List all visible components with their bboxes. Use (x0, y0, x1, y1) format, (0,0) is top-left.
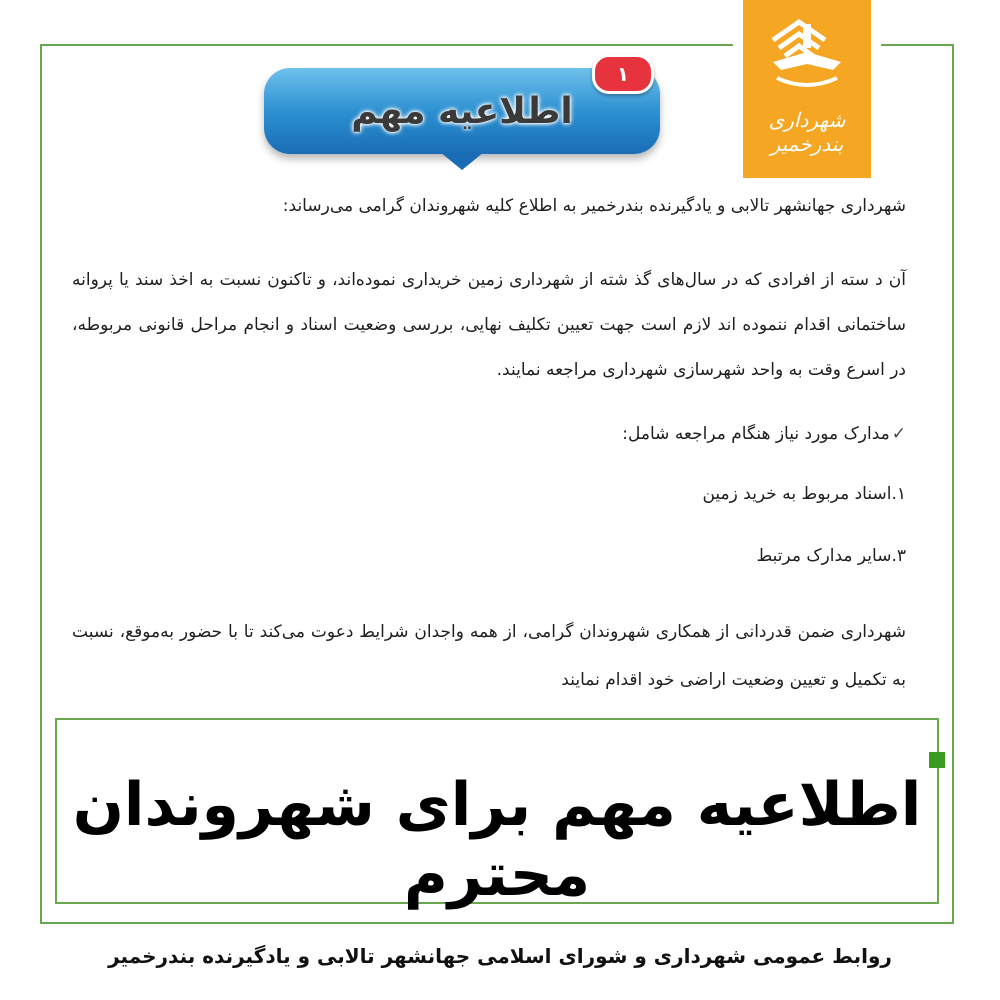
intro-paragraph: شهرداری جهانشهر تالابی و یادگیرنده بندرخمیر به اطلاع کلیه شهروندان گرامی می‌رساند: (282, 196, 906, 216)
municipality-emblem-icon (743, 0, 871, 110)
checkmark-icon: ✓ (891, 424, 906, 444)
notice-badge (262, 54, 662, 172)
badge-pointer (440, 152, 484, 170)
docs-header (72, 424, 906, 444)
main-paragraph: آن د سته از افرادی که در سال‌های گذ شته از شهرداری زمین خریداری نموده‌اند، و تاکنون نسبت به اخذ سند یا پروانه ساختمانی اقدام ننموده اند لازم است جهت تعیین تکلیف نهایی، بررسی وضعیت اسناد و انجام مراحل قانونی مربوطه، در اسرع وقت به واحد شهرسازی شهرداری مراجعه نمایند. (72, 270, 906, 380)
badge-number: ۱ (592, 54, 654, 94)
footer-text: روابط عمومی شهرداری و شورای اسلامی جهانشهر تالابی و یادگیرنده بندرخمیر (108, 944, 892, 968)
decorative-square (929, 752, 945, 768)
list-item: ۱.اسناد مربوط به خرید زمین (702, 484, 906, 504)
municipality-logo (733, 0, 881, 178)
logo-text: شهرداری بندرخمیر (768, 108, 846, 156)
closing-paragraph: شهرداری ضمن قدردانی از همکاری شهروندان گرامی، از همه واجدان شرایط دعوت می‌کند تا با حضور به‌موقع، نسبت به تکمیل و تعیین وضعیت اراضی خود اقدام نمایند (72, 622, 906, 690)
list-item: ۳.سایر مدارک مرتبط (756, 546, 906, 566)
headline: اطلاعیه مهم برای شهروندان محترم (72, 770, 922, 910)
badge-title: اطلاعیه مهم (351, 90, 573, 132)
docs-header-text: مدارک مورد نیاز هنگام مراجعه شامل: (622, 424, 890, 444)
